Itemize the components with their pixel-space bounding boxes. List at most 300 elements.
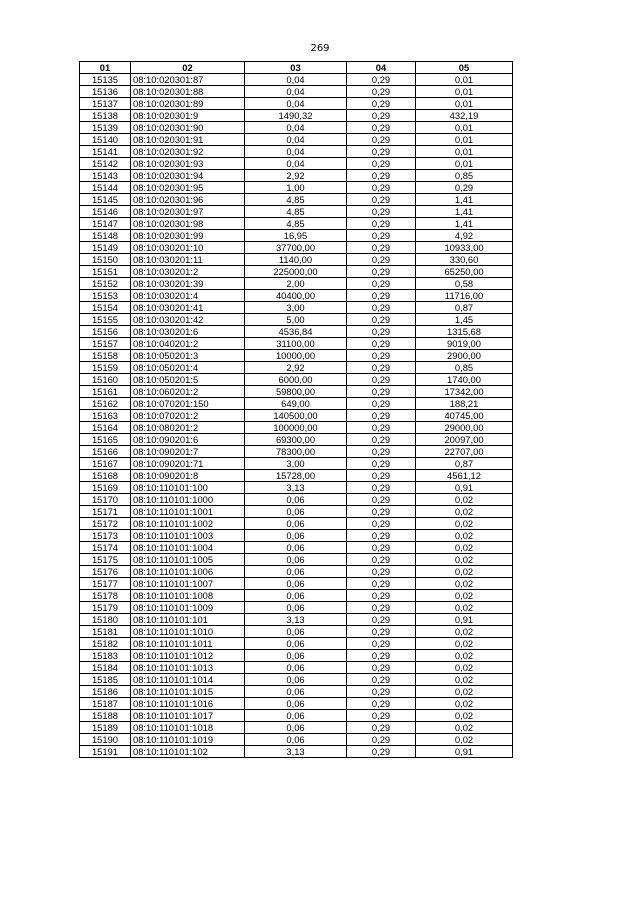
table-row — [80, 386, 513, 398]
table-row — [80, 746, 513, 758]
value-03-cell: 0,06 — [245, 722, 347, 734]
value-04-cell: 0,29 — [347, 122, 416, 134]
value-04-cell: 0,29 — [347, 614, 416, 626]
row-number-cell: 15137 — [80, 98, 131, 110]
table-row — [80, 554, 513, 566]
value-05-cell: 0,87 — [416, 302, 513, 314]
table-row — [80, 542, 513, 554]
value-03-cell: 0,06 — [245, 734, 347, 746]
table-row — [80, 98, 513, 110]
row-number-cell: 15158 — [80, 350, 131, 362]
value-04-cell: 0,29 — [347, 218, 416, 230]
value-03-cell: 0,06 — [245, 626, 347, 638]
row-number-cell: 15180 — [80, 614, 131, 626]
value-03-cell: 0,04 — [245, 158, 347, 170]
table-row — [80, 434, 513, 446]
table-row — [80, 674, 513, 686]
value-04-cell: 0,29 — [347, 410, 416, 422]
row-number-cell: 15169 — [80, 482, 131, 494]
value-04-cell: 0,29 — [347, 518, 416, 530]
value-04-cell: 0,29 — [347, 386, 416, 398]
cadastral-number-cell: 08:10:030201:10 — [131, 242, 245, 254]
table-row — [80, 650, 513, 662]
table-row — [80, 158, 513, 170]
value-05-cell: 11716,00 — [416, 290, 513, 302]
row-number-cell: 15156 — [80, 326, 131, 338]
value-03-cell: 0,06 — [245, 566, 347, 578]
cadastral-number-cell: 08:10:110101:1011 — [131, 638, 245, 650]
cadastral-number-cell: 08:10:020301:99 — [131, 230, 245, 242]
column-header-02: 02 — [131, 62, 245, 74]
value-03-cell: 6000,00 — [245, 374, 347, 386]
cadastral-number-cell: 08:10:090201:6 — [131, 434, 245, 446]
value-03-cell: 140500,00 — [245, 410, 347, 422]
value-03-cell: 0,06 — [245, 650, 347, 662]
row-number-cell: 15167 — [80, 458, 131, 470]
value-03-cell: 3,00 — [245, 458, 347, 470]
value-05-cell: 188,21 — [416, 398, 513, 410]
table-row — [80, 686, 513, 698]
value-04-cell: 0,29 — [347, 134, 416, 146]
cadastral-number-cell: 08:10:110101:1013 — [131, 662, 245, 674]
value-04-cell: 0,29 — [347, 578, 416, 590]
value-05-cell: 0,02 — [416, 722, 513, 734]
cadastral-number-cell: 08:10:070201:2 — [131, 410, 245, 422]
table-row — [80, 446, 513, 458]
cadastral-number-cell: 08:10:110101:1004 — [131, 542, 245, 554]
value-03-cell: 0,06 — [245, 638, 347, 650]
value-03-cell: 0,06 — [245, 590, 347, 602]
value-05-cell: 0,01 — [416, 122, 513, 134]
value-03-cell: 2,92 — [245, 170, 347, 182]
value-04-cell: 0,29 — [347, 158, 416, 170]
value-05-cell: 0,02 — [416, 530, 513, 542]
cadastral-number-cell: 08:10:110101:1017 — [131, 710, 245, 722]
cadastral-number-cell: 08:10:020301:96 — [131, 194, 245, 206]
cadastral-number-cell: 08:10:110101:1006 — [131, 566, 245, 578]
table-row — [80, 374, 513, 386]
cadastral-number-cell: 08:10:030201:42 — [131, 314, 245, 326]
value-04-cell: 0,29 — [347, 74, 416, 86]
table-row — [80, 278, 513, 290]
value-04-cell: 0,29 — [347, 206, 416, 218]
cadastral-number-cell: 08:10:030201:6 — [131, 326, 245, 338]
table-row — [80, 470, 513, 482]
value-04-cell: 0,29 — [347, 266, 416, 278]
table-header — [80, 62, 513, 74]
value-04-cell: 0,29 — [347, 722, 416, 734]
row-number-cell: 15153 — [80, 290, 131, 302]
column-header-05: 05 — [416, 62, 513, 74]
cadastral-number-cell: 08:10:050201:3 — [131, 350, 245, 362]
row-number-cell: 15150 — [80, 254, 131, 266]
value-05-cell: 4,92 — [416, 230, 513, 242]
value-05-cell: 0,02 — [416, 638, 513, 650]
value-04-cell: 0,29 — [347, 506, 416, 518]
value-05-cell: 0,02 — [416, 686, 513, 698]
value-04-cell: 0,29 — [347, 242, 416, 254]
cadastral-number-cell: 08:10:110101:1000 — [131, 494, 245, 506]
value-04-cell: 0,29 — [347, 458, 416, 470]
cadastral-number-cell: 08:10:110101:1003 — [131, 530, 245, 542]
table-row — [80, 74, 513, 86]
value-03-cell: 3,13 — [245, 482, 347, 494]
row-number-cell: 15138 — [80, 110, 131, 122]
value-04-cell: 0,29 — [347, 98, 416, 110]
value-05-cell: 0,02 — [416, 542, 513, 554]
table-row — [80, 254, 513, 266]
row-number-cell: 15161 — [80, 386, 131, 398]
value-03-cell: 649,00 — [245, 398, 347, 410]
cadastral-number-cell: 08:10:020301:88 — [131, 86, 245, 98]
row-number-cell: 15181 — [80, 626, 131, 638]
row-number-cell: 15157 — [80, 338, 131, 350]
value-05-cell: 9019,00 — [416, 338, 513, 350]
table-row — [80, 350, 513, 362]
value-04-cell: 0,29 — [347, 398, 416, 410]
value-04-cell: 0,29 — [347, 434, 416, 446]
cadastral-number-cell: 08:10:110101:1005 — [131, 554, 245, 566]
value-04-cell: 0,29 — [347, 86, 416, 98]
table-row — [80, 566, 513, 578]
cadastral-number-cell: 08:10:110101:1014 — [131, 674, 245, 686]
value-04-cell: 0,29 — [347, 422, 416, 434]
value-03-cell: 0,04 — [245, 98, 347, 110]
table-row — [80, 194, 513, 206]
row-number-cell: 15177 — [80, 578, 131, 590]
value-03-cell: 225000,00 — [245, 266, 347, 278]
row-number-cell: 15154 — [80, 302, 131, 314]
row-number-cell: 15135 — [80, 74, 131, 86]
value-03-cell: 0,06 — [245, 686, 347, 698]
cadastral-number-cell: 08:10:020301:91 — [131, 134, 245, 146]
value-05-cell: 4561,12 — [416, 470, 513, 482]
value-05-cell: 0,02 — [416, 602, 513, 614]
value-04-cell: 0,29 — [347, 194, 416, 206]
table-row — [80, 146, 513, 158]
table-row — [80, 182, 513, 194]
value-04-cell: 0,29 — [347, 374, 416, 386]
value-03-cell: 0,06 — [245, 674, 347, 686]
table-row — [80, 710, 513, 722]
value-05-cell: 0,02 — [416, 566, 513, 578]
value-05-cell: 0,01 — [416, 74, 513, 86]
cadastral-number-cell: 08:10:110101:1001 — [131, 506, 245, 518]
row-number-cell: 15152 — [80, 278, 131, 290]
value-04-cell: 0,29 — [347, 230, 416, 242]
value-03-cell: 3,13 — [245, 746, 347, 758]
value-03-cell: 0,04 — [245, 122, 347, 134]
cadastral-number-cell: 08:10:020301:92 — [131, 146, 245, 158]
table-row — [80, 518, 513, 530]
value-03-cell: 4,85 — [245, 218, 347, 230]
row-number-cell: 15149 — [80, 242, 131, 254]
value-03-cell: 15728,00 — [245, 470, 347, 482]
row-number-cell: 15165 — [80, 434, 131, 446]
value-04-cell: 0,29 — [347, 686, 416, 698]
value-03-cell: 40400,00 — [245, 290, 347, 302]
row-number-cell: 15145 — [80, 194, 131, 206]
value-05-cell: 65250,00 — [416, 266, 513, 278]
cadastral-number-cell: 08:10:090201:7 — [131, 446, 245, 458]
cadastral-number-cell: 08:10:110101:102 — [131, 746, 245, 758]
value-05-cell: 10933,00 — [416, 242, 513, 254]
value-04-cell: 0,29 — [347, 290, 416, 302]
table-row — [80, 206, 513, 218]
value-03-cell: 59800,00 — [245, 386, 347, 398]
value-03-cell: 0,04 — [245, 134, 347, 146]
value-05-cell: 1,41 — [416, 218, 513, 230]
cadastral-number-cell: 08:10:020301:95 — [131, 182, 245, 194]
row-number-cell: 15183 — [80, 650, 131, 662]
row-number-cell: 15179 — [80, 602, 131, 614]
row-number-cell: 15170 — [80, 494, 131, 506]
value-05-cell: 0,87 — [416, 458, 513, 470]
value-05-cell: 0,02 — [416, 554, 513, 566]
row-number-cell: 15182 — [80, 638, 131, 650]
value-04-cell: 0,29 — [347, 566, 416, 578]
value-03-cell: 0,06 — [245, 530, 347, 542]
row-number-cell: 15171 — [80, 506, 131, 518]
value-05-cell: 0,01 — [416, 146, 513, 158]
value-05-cell: 1,41 — [416, 194, 513, 206]
row-number-cell: 15151 — [80, 266, 131, 278]
table-row — [80, 170, 513, 182]
value-05-cell: 1,41 — [416, 206, 513, 218]
cadastral-number-cell: 08:10:110101:1002 — [131, 518, 245, 530]
cadastral-number-cell: 08:10:020301:93 — [131, 158, 245, 170]
cadastral-number-cell: 08:10:050201:5 — [131, 374, 245, 386]
row-number-cell: 15173 — [80, 530, 131, 542]
value-03-cell: 0,04 — [245, 146, 347, 158]
table-row — [80, 458, 513, 470]
cadastral-number-cell: 08:10:020301:97 — [131, 206, 245, 218]
value-05-cell: 0,02 — [416, 698, 513, 710]
value-03-cell: 78300,00 — [245, 446, 347, 458]
value-04-cell: 0,29 — [347, 698, 416, 710]
value-03-cell: 0,06 — [245, 698, 347, 710]
value-03-cell: 100000,00 — [245, 422, 347, 434]
table-row — [80, 290, 513, 302]
value-05-cell: 17342,00 — [416, 386, 513, 398]
row-number-cell: 15174 — [80, 542, 131, 554]
value-05-cell: 0,01 — [416, 98, 513, 110]
value-03-cell: 2,92 — [245, 362, 347, 374]
value-05-cell: 0,02 — [416, 662, 513, 674]
value-05-cell: 0,02 — [416, 494, 513, 506]
value-05-cell: 20097,00 — [416, 434, 513, 446]
value-04-cell: 0,29 — [347, 638, 416, 650]
row-number-cell: 15136 — [80, 86, 131, 98]
value-03-cell: 0,06 — [245, 578, 347, 590]
row-number-cell: 15172 — [80, 518, 131, 530]
row-number-cell: 15159 — [80, 362, 131, 374]
value-04-cell: 0,29 — [347, 746, 416, 758]
value-03-cell: 3,13 — [245, 614, 347, 626]
value-03-cell: 4,85 — [245, 206, 347, 218]
value-05-cell: 40745,00 — [416, 410, 513, 422]
column-header-04: 04 — [347, 62, 416, 74]
value-04-cell: 0,29 — [347, 362, 416, 374]
row-number-cell: 15139 — [80, 122, 131, 134]
cadastral-number-cell: 08:10:030201:4 — [131, 290, 245, 302]
row-number-cell: 15178 — [80, 590, 131, 602]
value-03-cell: 0,06 — [245, 602, 347, 614]
value-03-cell: 31100,00 — [245, 338, 347, 350]
value-05-cell: 0,02 — [416, 674, 513, 686]
table-row — [80, 86, 513, 98]
value-04-cell: 0,29 — [347, 626, 416, 638]
value-05-cell: 0,58 — [416, 278, 513, 290]
value-03-cell: 1490,32 — [245, 110, 347, 122]
cadastral-number-cell: 08:10:110101:1008 — [131, 590, 245, 602]
table-row — [80, 590, 513, 602]
value-04-cell: 0,29 — [347, 110, 416, 122]
value-05-cell: 1740,00 — [416, 374, 513, 386]
cadastral-number-cell: 08:10:110101:1009 — [131, 602, 245, 614]
value-04-cell: 0,29 — [347, 650, 416, 662]
value-04-cell: 0,29 — [347, 590, 416, 602]
table-row — [80, 422, 513, 434]
table-row — [80, 530, 513, 542]
value-03-cell: 0,06 — [245, 710, 347, 722]
value-04-cell: 0,29 — [347, 710, 416, 722]
table-row — [80, 338, 513, 350]
value-05-cell: 2900,00 — [416, 350, 513, 362]
value-05-cell: 0,02 — [416, 578, 513, 590]
row-number-cell: 15148 — [80, 230, 131, 242]
value-05-cell: 0,02 — [416, 734, 513, 746]
table-row — [80, 494, 513, 506]
cadastral-number-cell: 08:10:050201:4 — [131, 362, 245, 374]
table-row — [80, 266, 513, 278]
value-04-cell: 0,29 — [347, 494, 416, 506]
cadastral-number-cell: 08:10:110101:1016 — [131, 698, 245, 710]
row-number-cell: 15144 — [80, 182, 131, 194]
cadastral-number-cell: 08:10:020301:98 — [131, 218, 245, 230]
value-03-cell: 0,06 — [245, 662, 347, 674]
row-number-cell: 15185 — [80, 674, 131, 686]
value-04-cell: 0,29 — [347, 674, 416, 686]
cadastral-number-cell: 08:10:030201:11 — [131, 254, 245, 266]
row-number-cell: 15189 — [80, 722, 131, 734]
table-row — [80, 218, 513, 230]
cadastral-number-cell: 08:10:110101:100 — [131, 482, 245, 494]
value-05-cell: 0,02 — [416, 518, 513, 530]
value-03-cell: 4,85 — [245, 194, 347, 206]
value-05-cell: 29000,00 — [416, 422, 513, 434]
value-05-cell: 0,91 — [416, 482, 513, 494]
value-05-cell: 0,02 — [416, 506, 513, 518]
column-header-01: 01 — [80, 62, 131, 74]
row-number-cell: 15184 — [80, 662, 131, 674]
row-number-cell: 15155 — [80, 314, 131, 326]
value-04-cell: 0,29 — [347, 602, 416, 614]
value-03-cell: 1,00 — [245, 182, 347, 194]
cadastral-number-cell: 08:10:110101:1015 — [131, 686, 245, 698]
value-03-cell: 3,00 — [245, 302, 347, 314]
table-row — [80, 326, 513, 338]
value-04-cell: 0,29 — [347, 278, 416, 290]
row-number-cell: 15141 — [80, 146, 131, 158]
value-05-cell: 22707,00 — [416, 446, 513, 458]
value-05-cell: 0,91 — [416, 746, 513, 758]
table-body — [80, 74, 513, 758]
table-row — [80, 662, 513, 674]
cadastral-number-cell: 08:10:020301:9 — [131, 110, 245, 122]
table-row — [80, 614, 513, 626]
value-03-cell: 0,06 — [245, 518, 347, 530]
row-number-cell: 15168 — [80, 470, 131, 482]
value-05-cell: 0,02 — [416, 710, 513, 722]
value-03-cell: 4536,84 — [245, 326, 347, 338]
value-04-cell: 0,29 — [347, 302, 416, 314]
value-05-cell: 0,01 — [416, 86, 513, 98]
table-row — [80, 638, 513, 650]
value-05-cell: 0,02 — [416, 590, 513, 602]
cadastral-number-cell: 08:10:090201:8 — [131, 470, 245, 482]
value-04-cell: 0,29 — [347, 446, 416, 458]
table-row — [80, 410, 513, 422]
value-04-cell: 0,29 — [347, 314, 416, 326]
value-05-cell: 0,85 — [416, 170, 513, 182]
cadastral-number-cell: 08:10:110101:1007 — [131, 578, 245, 590]
table-row — [80, 506, 513, 518]
row-number-cell: 15147 — [80, 218, 131, 230]
row-number-cell: 15166 — [80, 446, 131, 458]
cadastral-number-cell: 08:10:030201:2 — [131, 266, 245, 278]
value-04-cell: 0,29 — [347, 542, 416, 554]
value-03-cell: 0,06 — [245, 506, 347, 518]
value-04-cell: 0,29 — [347, 482, 416, 494]
cadastral-number-cell: 08:10:110101:1010 — [131, 626, 245, 638]
value-03-cell: 1140,00 — [245, 254, 347, 266]
value-03-cell: 0,06 — [245, 494, 347, 506]
value-03-cell: 0,06 — [245, 542, 347, 554]
cadastral-number-cell: 08:10:090201:71 — [131, 458, 245, 470]
cadastral-number-cell: 08:10:110101:1018 — [131, 722, 245, 734]
table-row — [80, 314, 513, 326]
row-number-cell: 15188 — [80, 710, 131, 722]
value-04-cell: 0,29 — [347, 470, 416, 482]
row-number-cell: 15142 — [80, 158, 131, 170]
value-03-cell: 5,00 — [245, 314, 347, 326]
table-row — [80, 578, 513, 590]
value-05-cell: 0,91 — [416, 614, 513, 626]
value-05-cell: 0,01 — [416, 158, 513, 170]
table-row — [80, 602, 513, 614]
row-number-cell: 15175 — [80, 554, 131, 566]
value-04-cell: 0,29 — [347, 734, 416, 746]
table-row — [80, 626, 513, 638]
value-04-cell: 0,29 — [347, 530, 416, 542]
value-05-cell: 0,85 — [416, 362, 513, 374]
table-row — [80, 230, 513, 242]
value-05-cell: 432,19 — [416, 110, 513, 122]
row-number-cell: 15140 — [80, 134, 131, 146]
value-03-cell: 10000,00 — [245, 350, 347, 362]
row-number-cell: 15164 — [80, 422, 131, 434]
table-row — [80, 722, 513, 734]
row-number-cell: 15143 — [80, 170, 131, 182]
table-row — [80, 482, 513, 494]
value-05-cell: 0,02 — [416, 650, 513, 662]
value-03-cell: 0,04 — [245, 74, 347, 86]
value-04-cell: 0,29 — [347, 170, 416, 182]
cadastral-number-cell: 08:10:110101:1019 — [131, 734, 245, 746]
value-05-cell: 0,02 — [416, 626, 513, 638]
cadastral-number-cell: 08:10:020301:87 — [131, 74, 245, 86]
